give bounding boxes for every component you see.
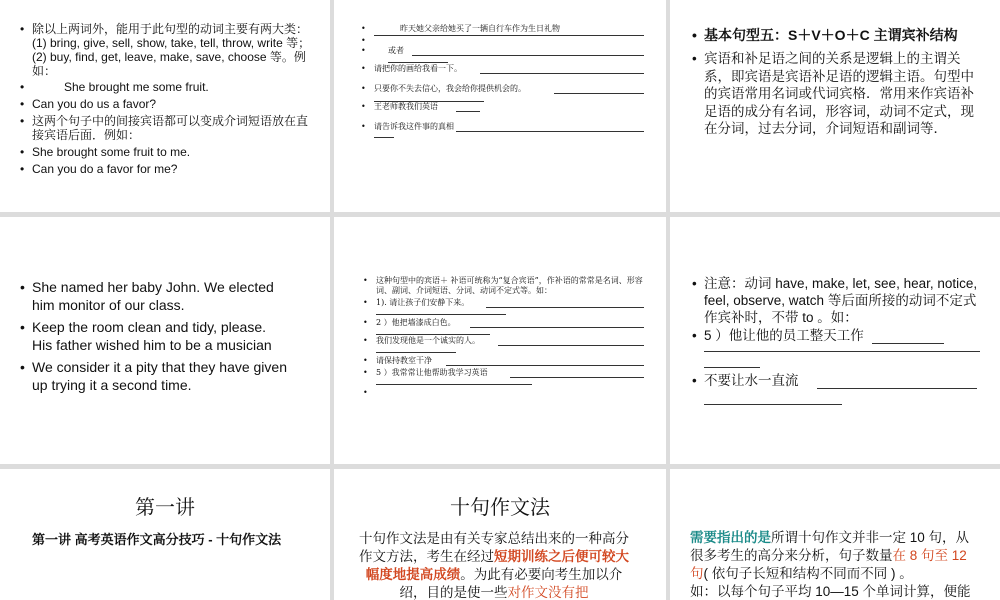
s5-item-6: • <box>363 388 368 397</box>
s1-item-1: • 除以上两词外，能用于此句型的动词主要有两大类：(1) bring, give, sell, show, take, tell, throw, write 等； (2) buy, find, get, leave, make, save, choose 等。例如： <box>32 22 312 78</box>
s1-item-4: • 这两个句子中的间接宾语都可以变成介词短语放在直接宾语后面．例如： <box>32 114 312 142</box>
slide-1 <box>0 0 330 212</box>
s1-item-5: • She brought some fruit to me. <box>32 145 312 159</box>
s5-intro: • 这种句型中的宾语＋ 补语可统称为“复合宾语”，作补语的常常是名词、形容词、副词、介词短语、分词、动词不定式等。如： <box>363 276 643 295</box>
s6-item-3: • 不要让水一直流 <box>704 372 980 405</box>
s5-item-4: • 请保持教室干净 <box>376 356 644 368</box>
s4-item-1: • She named her baby John. We elected him monitor of our class. <box>32 278 322 314</box>
slide-6 <box>670 217 1000 464</box>
s2-item-4: • 请把你的画给我看一下。 <box>374 64 644 84</box>
s5-item-1: • 1). 请让孩子们安静下来。 <box>376 298 644 318</box>
s2-item-5: • 只要你不失去信心，我会给你提供机会的。 <box>374 84 644 102</box>
s8-body: 十句作文法是由有关专家总结出来的一种高分作文方法，考生在经过短期训练之后便可较大幅度地提高成绩。为此有必要向考生加以介绍，目的是使一些对作文没有把 <box>359 531 629 600</box>
s5-item-3: • 我们发现他是一个诚实的人。 <box>376 336 644 356</box>
s6-item-2: • 5 ）他让他的员工整天工作 <box>704 327 980 368</box>
s1-item-3: • Can you do us a favor? <box>32 97 312 111</box>
s6-note: • 注意：动词 have, make, let, see, hear, notice, feel, observe, watch 等后面所接的动词不定式作宾补时，不带 to 。如： <box>704 275 980 326</box>
s4-item-3: • We consider it a pity that they have given up trying it a second time. <box>32 358 322 394</box>
s2-item-7: • 请告诉我这件事的真相 <box>374 122 644 142</box>
s5-item-5: • 5 ）我常常让他帮助我学习英语 <box>376 368 644 388</box>
s1-item-6: • Can you do a favor for me? <box>32 162 312 176</box>
s8-title: 十句作文法 <box>450 495 550 519</box>
s9-body: 需要指出的是所谓十句作文并非一定 10 句，从很多考生的高分来分析，句子数量在 8 句至 12 句( 依句子长短和结构不同而不同 ) 。 如：以每个句子平均 10—15 个单词计算，便能 <box>690 530 971 599</box>
slide-3 <box>670 0 1000 212</box>
s2-item-2: • <box>374 36 644 46</box>
s7-title: 第一讲 <box>135 495 195 519</box>
s2-item-1: • 昨天她父亲给她买了一辆自行车作为生日礼物 <box>361 24 560 33</box>
s2-item-3: • 或者 <box>374 46 644 64</box>
slide-8 <box>334 469 666 600</box>
s5-item-2: • 2 ）他把墙漆成白色。 <box>376 318 644 336</box>
s1-item-2: • She brought me some fruit. <box>32 80 312 94</box>
s3-heading: • 基本句型五：S＋V＋O＋C 主谓宾补结构 <box>704 26 976 44</box>
s7-subtitle: 第一讲 高考英语作文高分技巧 - 十句作文法 <box>32 532 282 547</box>
slide-5 <box>334 217 666 464</box>
slide-9 <box>670 469 1000 600</box>
s3-body: • 宾语和补足语之间的关系是逻辑上的主谓关系，即宾语是宾语补足语的逻辑主语。句型中的宾语常用名词或代词宾格．常用来作宾语补足语的成分有名词，形容词，动词不定式，现在分词，过去分词，介词短语和副词等． <box>704 50 976 138</box>
s4-item-2: • Keep the room clean and tidy, please. His father wished him to be a musician <box>32 318 322 354</box>
slide-7 <box>0 469 330 600</box>
slide-4 <box>0 217 330 464</box>
s2-item-6: • 王老师教我们英语 <box>374 102 644 122</box>
slide-2 <box>334 0 666 212</box>
